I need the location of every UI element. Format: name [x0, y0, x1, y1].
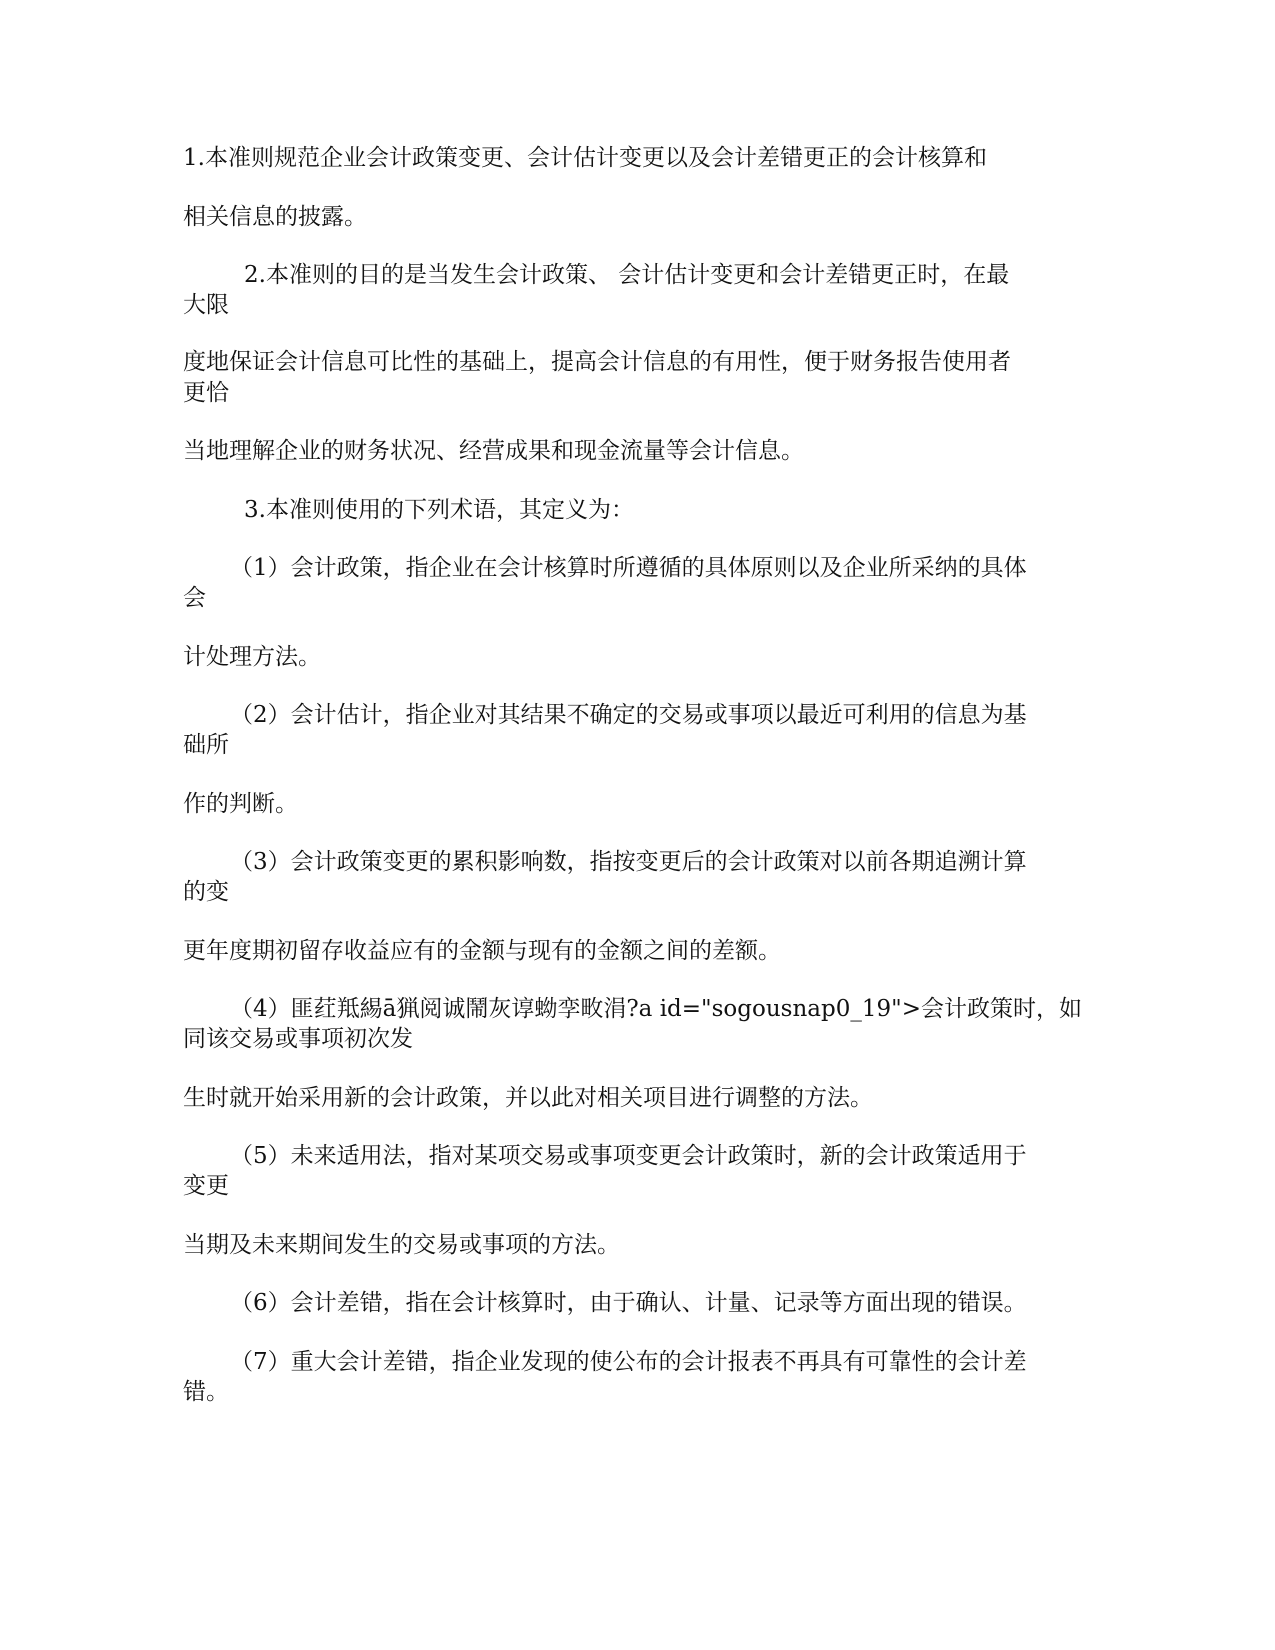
definition-4-line-2: 同该交易或事项初次发: [183, 1026, 413, 1052]
definition-3-line-3: 更年度期初留存收益应有的金额与现有的金额之间的差额。: [183, 938, 781, 964]
paragraph-2-line-1: 2.本准则的目的是当发生会计政策、 会计估计变更和会计差错更正时，在最: [244, 262, 1010, 288]
definition-1-line-2: 会: [183, 585, 206, 611]
definition-7-line-1: （7）重大会计差错，指企业发现的使公布的会计报表不再具有可靠性的会计差: [230, 1349, 1027, 1375]
definition-3-line-1: （3）会计政策变更的累积影响数，指按变更后的会计政策对以前各期追溯计算: [230, 849, 1027, 875]
definition-5-line-3: 当期及未来期间发生的交易或事项的方法。: [183, 1232, 620, 1258]
definition-7-line-2: 错。: [183, 1379, 229, 1405]
definition-1-line-1: （1）会计政策，指企业在会计核算时所遵循的具体原则以及企业所采纳的具体: [230, 555, 1027, 581]
paragraph-3-line-1: 3.本准则使用的下列术语，其定义为：: [244, 497, 634, 523]
paragraph-2-line-4: 更恰: [183, 380, 229, 406]
paragraph-1-line-1: 1.本准则规范企业会计政策变更、会计估计变更以及会计差错更正的会计核算和: [183, 145, 987, 171]
definition-6-line-1: （6）会计差错，指在会计核算时，由于确认、计量、记录等方面出现的错误。: [230, 1290, 1027, 1316]
definition-2-line-2: 础所: [183, 732, 229, 758]
paragraph-1-line-2: 相关信息的披露。: [183, 204, 367, 230]
definition-4-line-1: （4）匪荭羝緆ā猟阅诚鬧灰谆蚴孪畋涓?a id="sogousnap0_19">会计政策时，如: [230, 996, 1082, 1022]
definition-5-line-1: （5）未来适用法，指对某项交易或事项变更会计政策时，新的会计政策适用于: [230, 1143, 1027, 1169]
definition-4-line-3: 生时就开始采用新的会计政策，并以此对相关项目进行调整的方法。: [183, 1085, 873, 1111]
definition-5-line-2: 变更: [183, 1173, 229, 1199]
definition-2-line-3: 作的判断。: [183, 791, 298, 817]
paragraph-2-line-3: 度地保证会计信息可比性的基础上，提高会计信息的有用性，便于财务报告使用者: [183, 349, 1011, 375]
definition-1-line-3: 计处理方法。: [183, 644, 321, 670]
paragraph-2-line-5: 当地理解企业的财务状况、经营成果和现金流量等会计信息。: [183, 438, 804, 464]
definition-3-line-2: 的变: [183, 879, 229, 905]
paragraph-2-line-2: 大限: [183, 292, 229, 318]
definition-2-line-1: （2）会计估计，指企业对其结果不确定的交易或事项以最近可利用的信息为基: [230, 702, 1027, 728]
